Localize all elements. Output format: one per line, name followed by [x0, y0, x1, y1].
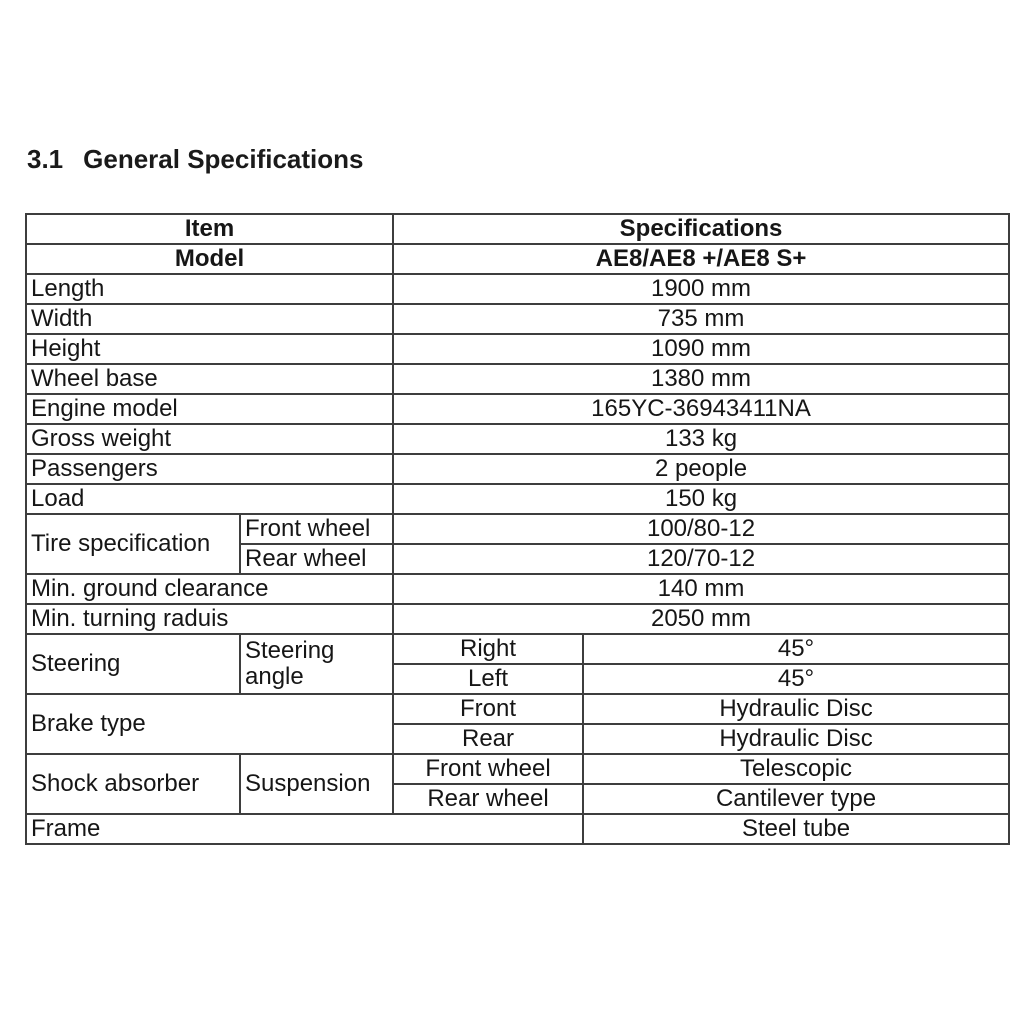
brake-rear-label: Rear [393, 724, 583, 754]
spec-label-load: Load [26, 484, 393, 514]
spec-row-turning-radius [26, 604, 1009, 634]
steering-left-value: 45° [583, 664, 1009, 694]
spec-row-ground-clearance [26, 574, 1009, 604]
steering-right-value: 45° [583, 634, 1009, 664]
brake-front-label: Front [393, 694, 583, 724]
spec-row-wheel-base [26, 364, 1009, 394]
header-row [26, 214, 1009, 244]
spec-row-length [26, 274, 1009, 304]
frame-row [26, 814, 1009, 844]
column-header-specifications: Specifications [393, 214, 1009, 244]
brake-rear-value: Hydraulic Disc [583, 724, 1009, 754]
spec-row-height [26, 334, 1009, 364]
suspension-label: Suspension [240, 754, 393, 814]
steering-label: Steering [26, 634, 240, 694]
shock-front-value: Telescopic [583, 754, 1009, 784]
spec-label-length: Length [26, 274, 393, 304]
spec-value-passengers: 2 people [393, 454, 1009, 484]
spec-value-engine-model: 165YC-36943411NA [393, 394, 1009, 424]
steering-right-label: Right [393, 634, 583, 664]
tire-rear-label: Rear wheel [240, 544, 393, 574]
steering-angle-label [240, 634, 393, 694]
spec-label-wheel-base: Wheel base [26, 364, 393, 394]
spec-label-gross-weight: Gross weight [26, 424, 393, 454]
ground-clearance-value: 140 mm [393, 574, 1009, 604]
tire-front-row [26, 514, 1009, 544]
turning-radius-label: Min. turning raduis [26, 604, 393, 634]
spec-label-width: Width [26, 304, 393, 334]
model-row [26, 244, 1009, 274]
frame-value: Steel tube [583, 814, 1009, 844]
brake-front-value: Hydraulic Disc [583, 694, 1009, 724]
brake-front-row [26, 694, 1009, 724]
shock-front-row [26, 754, 1009, 784]
section-number: 3.1 [27, 144, 64, 174]
spec-label-height: Height [26, 334, 393, 364]
steering-angle-label-text: Steering angle [245, 637, 335, 690]
steering-right-row [26, 634, 1009, 664]
frame-label: Frame [26, 814, 583, 844]
tire-front-value: 100/80-12 [393, 514, 1009, 544]
turning-radius-value: 2050 mm [393, 604, 1009, 634]
spec-value-wheel-base: 1380 mm [393, 364, 1009, 394]
spec-value-load: 150 kg [393, 484, 1009, 514]
spec-label-passengers: Passengers [26, 454, 393, 484]
brake-type-label: Brake type [26, 694, 393, 754]
spec-row-width [26, 304, 1009, 334]
spec-row-engine-model [26, 394, 1009, 424]
shock-front-label: Front wheel [393, 754, 583, 784]
shock-rear-label: Rear wheel [393, 784, 583, 814]
tire-rear-value: 120/70-12 [393, 544, 1009, 574]
spec-value-width: 735 mm [393, 304, 1009, 334]
ground-clearance-label: Min. ground clearance [26, 574, 393, 604]
section-heading [27, 144, 363, 175]
spec-row-load [26, 484, 1009, 514]
model-label: Model [26, 244, 393, 274]
spec-label-engine-model: Engine model [26, 394, 393, 424]
tire-front-label: Front wheel [240, 514, 393, 544]
column-header-item: Item [26, 214, 393, 244]
spec-row-gross-weight [26, 424, 1009, 454]
tire-specification-label: Tire specification [26, 514, 240, 574]
steering-left-label: Left [393, 664, 583, 694]
spec-row-passengers [26, 454, 1009, 484]
general-specifications-table [25, 213, 1010, 845]
section-title: General Specifications [83, 144, 364, 174]
model-value: AE8/AE8 +/AE8 S+ [393, 244, 1009, 274]
shock-absorber-label: Shock absorber [26, 754, 240, 814]
shock-rear-value: Cantilever type [583, 784, 1009, 814]
spec-value-height: 1090 mm [393, 334, 1009, 364]
spec-value-length: 1900 mm [393, 274, 1009, 304]
spec-value-gross-weight: 133 kg [393, 424, 1009, 454]
